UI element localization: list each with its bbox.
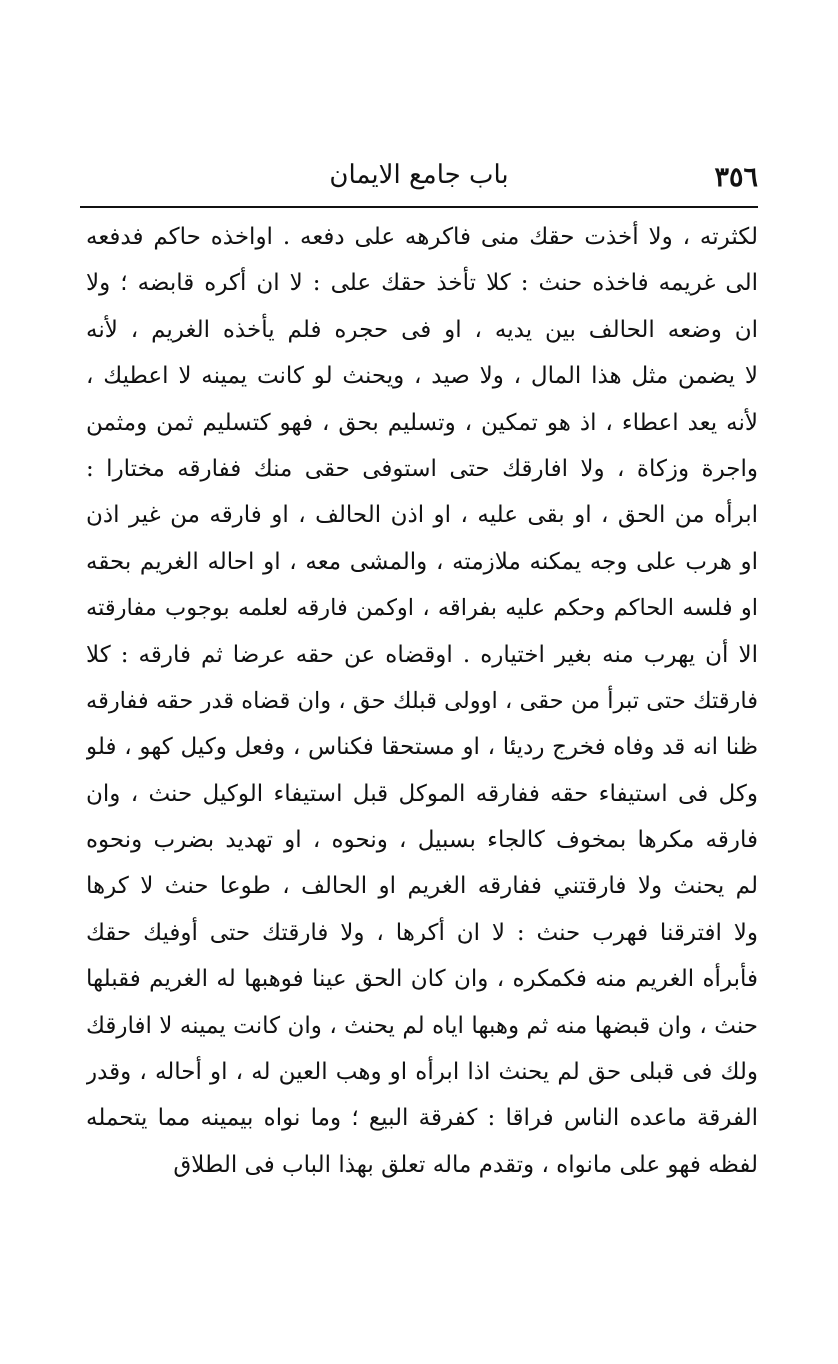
page-header (80, 158, 758, 204)
text-line: ظنا انه قد وفاه فخرج رديئا ، او مستحقا فكناس ، وفعل وكيل كهو ، فلو (86, 734, 758, 761)
page-number: ٣٥٦ (714, 162, 758, 193)
text-line: وكل فى استيفاء حقه ففارقه الموكل قبل استيفاء الوكيل حنث ، وان (86, 780, 758, 807)
header-rule (80, 206, 758, 208)
running-title: باب جامع الايمان (329, 160, 509, 190)
text-line: الى غريمه فاخذه حنث : كلا تأخذ حقك على : لا ان أكره قابضه ؛ ولا (86, 270, 758, 297)
text-line: الا أن يهرب منه بغير اختياره . اوقضاه عن حقه عرضا ثم فارقه : كلا (86, 641, 758, 668)
text-line: واجرة وزكاة ، ولا افارقك حتى استوفى حقى منك ففارقه مختارا : (86, 455, 758, 482)
text-line: لأنه يعد اعطاء ، اذ هو تمكين ، وتسليم بحق ، فهو كتسليم ثمن ومثمن (86, 409, 758, 436)
text-line: او هرب على وجه يمكنه ملازمته ، والمشى معه ، او احاله الغريم بحقه (86, 548, 758, 575)
text-line: فأبرأه الغريم منه فكمكره ، وان كان الحق عينا فوهبها له الغريم فقبلها (86, 966, 758, 993)
text-line: فارقه مكرها بمخوف كالجاء بسبيل ، ونحوه ، او تهديد بضرب ونحوه (86, 827, 758, 854)
text-line: او فلسه الحاكم وحكم عليه بفراقه ، اوكمن فارقه لعلمه بوجوب مفارقته (86, 595, 758, 622)
text-line: ابرأه من الحق ، او بقى عليه ، او اذن الحالف ، او فارقه من غير اذن (86, 502, 758, 529)
text-line: ولك فى قبلى حق لم يحنث اذا ابرأه او وهب العين له ، او أحاله ، وقدر (86, 1059, 758, 1086)
text-line: لفظه فهو على مانواه ، وتقدم ماله تعلق بهذا الباب فى الطلاق (173, 1151, 758, 1178)
text-line: ولا افترقنا فهرب حنث : لا ان أكرها ، ولا فارقتك حتى أوفيك حقك (86, 919, 758, 946)
text-line: ان وضعه الحالف بين يديه ، او فى حجره فلم يأخذه الغريم ، لأنه (86, 316, 758, 343)
body-text (86, 214, 758, 1188)
text-line: فارقتك حتى تبرأ من حقى ، اوولى قبلك حق ، وان قضاه قدر حقه ففارقه (86, 687, 758, 714)
text-line: لكثرته ، ولا أخذت حقك منى فاكرهه على دفعه . اواخذه حاكم فدفعه (86, 224, 758, 250)
text-line: الفرقة ماعده الناس فراقا : كفرقة البيع ؛ وما نواه بيمينه مما يتحمله (86, 1105, 758, 1132)
text-line: حنث ، وان قبضها منه ثم وهبها اياه لم يحنث ، وان كانت يمينه لا افارقك (86, 1012, 758, 1039)
text-line: لا يضمن مثل هذا المال ، ولا صيد ، ويحنث لو كانت يمينه لا اعطيك ، (86, 363, 758, 390)
text-line: لم يحنث ولا فارقتني ففارقه الغريم او الحالف ، طوعا حنث لا كرها (86, 873, 758, 900)
